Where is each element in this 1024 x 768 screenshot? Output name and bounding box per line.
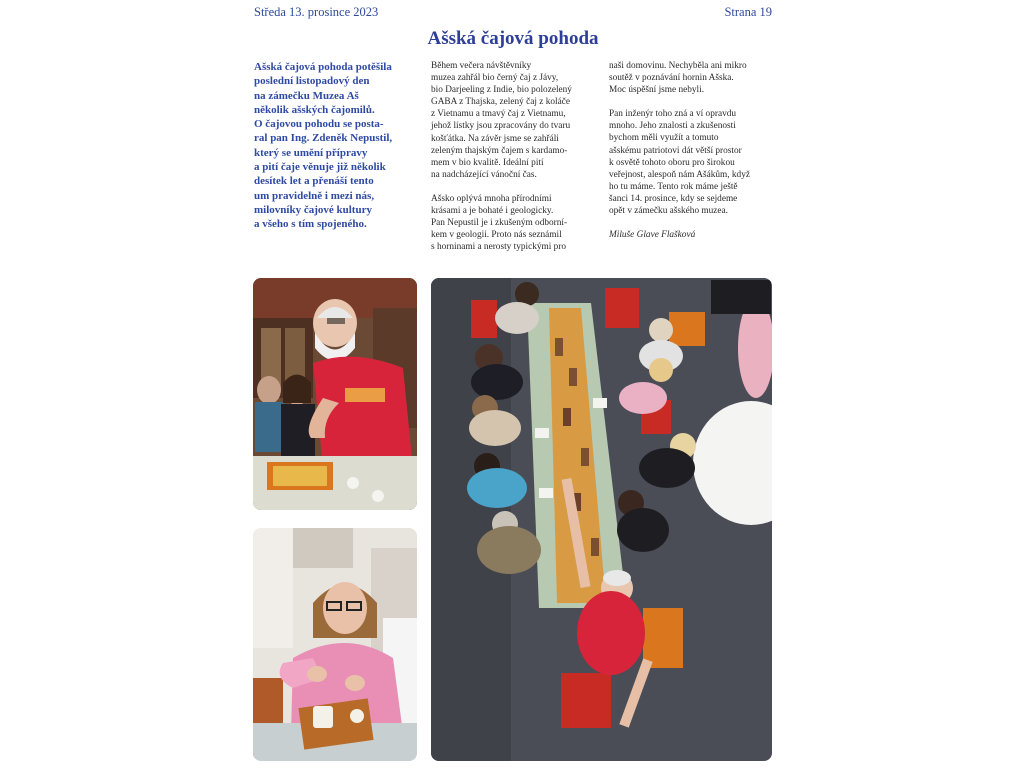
issue-date: Středa 13. prosince 2023 [254, 5, 379, 19]
text-line: a všeho s tím spojeného. [254, 218, 367, 231]
text-line: um pravidelně i mezi nás, [254, 189, 375, 202]
text-line: Pan inženýr toho zná a ví opravdu [609, 109, 737, 120]
text-line: zeleným thajským čajem s kardamo- [431, 145, 568, 156]
text-line: milovníky čajové kultury [254, 203, 372, 216]
text-line: Pan Nepustil je i zkušeným odborní- [431, 218, 568, 229]
article-title: Ašská čajová pohoda [427, 28, 599, 49]
text-line: krásami a je bohaté i geologicky. [431, 206, 554, 217]
paragraph-geology [431, 193, 591, 253]
text-line: z Vietnamu a tmavý čaj z Vietnamu, [431, 109, 566, 120]
text-line: O čajovou pohodu se posta- [254, 118, 384, 131]
text-line: Ašsko oplývá mnoha přírodními [431, 193, 552, 204]
text-line: poslední listopadový den [254, 75, 370, 88]
text-line: muzea zahřál bio černý čaj z Jávy, [431, 73, 559, 84]
text-line: a pití čaje věnuje již několik [254, 161, 386, 174]
text-line: desítek let a přenáší tento [254, 175, 374, 188]
text-line: mem v bio kvalitě. Ideální pití [431, 157, 544, 168]
text-line: Ašská čajová pohoda potěšila [254, 61, 392, 73]
author-signature: Miluše Glave Flašková [609, 230, 696, 241]
photo-tea-tasting-table-overhead [431, 278, 772, 761]
article-column-2 [431, 60, 591, 253]
text-line: jehož lístky jsou zpracovány do tvaru [431, 121, 571, 132]
text-line: s horninami a nerosty typickými pro [431, 242, 567, 253]
text-line: na nadcházející vánoční čas. [431, 169, 537, 180]
text-line: Moc úspěšní jsme nebyli. [609, 85, 705, 96]
text-line: košťátka. Na závěr jsme se zahřáli [431, 133, 559, 144]
paragraph-contest [609, 60, 774, 96]
text-line: na zámečku Muzea Aš [254, 89, 359, 102]
text-line: ašskému patriotovi dát větší prostor [609, 145, 742, 156]
text-line: opět v zámečku ašského muzea. [609, 206, 729, 217]
photo-tea-master-serving [253, 278, 417, 510]
paragraph-engineer [609, 108, 774, 217]
text-line: který se umění přípravy [254, 146, 368, 159]
text-line: bio Darjeeling z Indie, bio polozelený [431, 85, 572, 96]
text-line: ral pan Ing. Zdeněk Nepustil, [254, 132, 393, 145]
text-line: ho tu máme. Tento rok máme ještě [609, 181, 738, 192]
text-line: mnoho. Jeho znalosti a zkušenosti [609, 121, 736, 132]
text-line: soutěž v poznávání hornin Ašska. [609, 73, 734, 84]
text-line: veřejnost, alespoň nám Ašákům, když [609, 169, 750, 180]
text-line: bychom měli využít a tomuto [609, 133, 719, 144]
paragraph-tea-list [431, 60, 591, 181]
article-intro [254, 60, 420, 232]
text-line: šanci 14. prosince, kdy se sejdeme [609, 193, 738, 204]
text-line: k osvětě tohoto oboru pro širokou [609, 157, 735, 168]
text-line: kem v geologii. Proto nás seznámil [431, 230, 562, 241]
text-line: naši domovinu. Nechyběla ani mikro [609, 61, 747, 71]
article-column-3 [609, 60, 774, 241]
text-line: Během večera návštěvníky [431, 61, 532, 71]
page-number: Strana 19 [724, 5, 772, 19]
text-line: několik ašských čajomilů. [254, 103, 375, 116]
photo-woman-pouring-tea [253, 528, 417, 761]
text-line: GABA z Thajska, zelený čaj z koláče [431, 97, 570, 108]
